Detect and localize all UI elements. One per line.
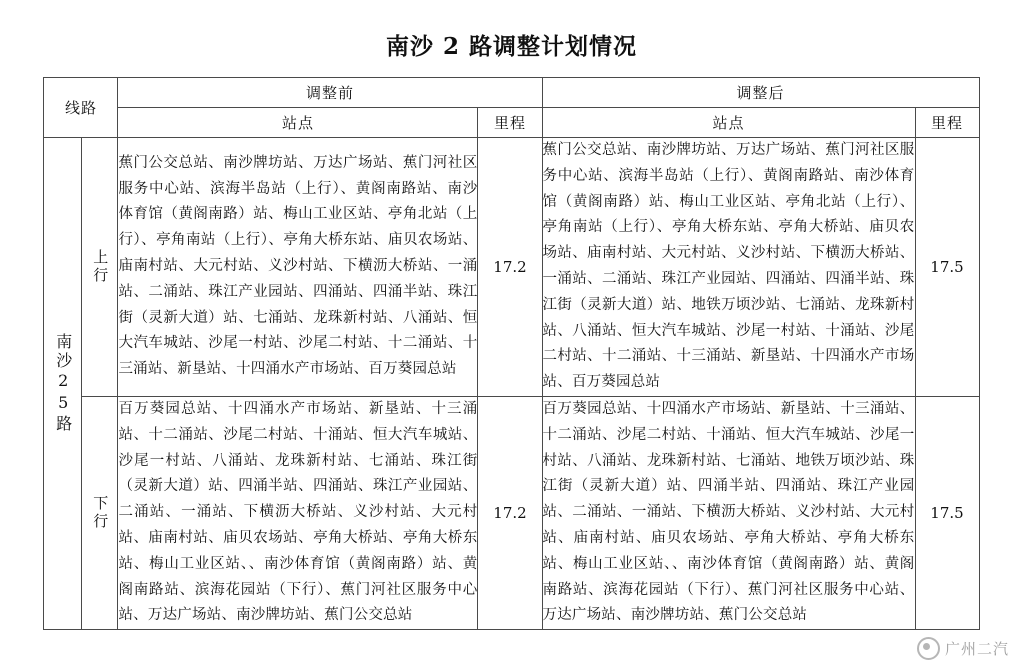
direction-cell-up: [82, 138, 118, 397]
header-before-group: 调整前: [118, 78, 542, 108]
header-after-group: 调整后: [542, 78, 979, 108]
table-header-row-1: [44, 78, 979, 108]
before-mileage-down: 17.2: [478, 396, 542, 629]
before-stops-down: 百万葵园总站、十四涌水产市场站、新垦站、十三涌站、十二涌站、沙尾二村站、十涌站、恒大汽车城站、沙尾一村站、八涌站、龙珠新村站、七涌站、珠江街（灵新大道）站、四涌半站、四涌站、珠江产业园站、二涌站、一涌站、下横沥大桥站、义沙村站、大元村站、庙南村站、庙贝农场站、亭角大桥站、亭角大桥东站、梅山工业区站、、南沙体育馆（黄阁南路）站、黄阁南路站、滨海花园站（下行）、蕉门河社区服务中心站、万达广场站、南沙牌坊站、蕉门公交总站: [118, 396, 478, 629]
route-name-cell: [44, 138, 82, 630]
table-row: [44, 138, 979, 397]
route-name-label: 南沙25路: [53, 333, 73, 435]
before-stops-up: 蕉门公交总站、南沙牌坊站、万达广场站、蕉门河社区服务中心站、滨海半岛站（上行）、黄阁南路站、南沙体育馆（黄阁南路）站、梅山工业区站、亭角北站（上行）、亭角南站（上行）、亭角大桥东站、庙贝农场站、庙南村站、大元村站、义沙村站、下横沥大桥站、一涌站、二涌站、珠江产业园站、四涌站、四涌半站、珠江街（灵新大道）站、七涌站、龙珠新村站、八涌站、恒大汽车城站、沙尾一村站、沙尾二村站、十二涌站、十三涌站、新垦站、十四涌水产市场站、百万葵园总站: [118, 138, 478, 397]
watermark-label: 广州二汽: [944, 640, 1009, 658]
header-after-mileage: 里程: [915, 108, 979, 138]
direction-label: 上行: [91, 248, 110, 285]
header-before-mileage: 里程: [478, 108, 542, 138]
table-header-row-2: [44, 108, 979, 138]
table-row: [44, 396, 979, 629]
header-after-stops: 站点: [542, 108, 915, 138]
after-mileage-down: 17.5: [915, 396, 979, 629]
direction-cell-down: [82, 396, 118, 629]
watermark: [917, 637, 1009, 660]
after-stops-up: 蕉门公交总站、南沙牌坊站、万达广场站、蕉门河社区服务中心站、滨海半岛站（上行）、黄阁南路站、南沙体育馆（黄阁南路）站、梅山工业区站、亭角北站（上行）、亭角南站（上行）、亭角大桥东站、亭角大桥站、庙贝农场站、庙南村站、大元村站、义沙村站、下横沥大桥站、一涌站、二涌站、珠江产业园站、四涌站、四涌半站、珠江街（灵新大道）站、地铁万顷沙站、七涌站、龙珠新村站、八涌站、恒大汽车城站、沙尾一村站、十涌站、沙尾二村站、十二涌站、十三涌站、新垦站、十四涌水产市场站、百万葵园总站: [542, 138, 915, 397]
header-route: 线路: [44, 78, 118, 138]
header-before-stops: 站点: [118, 108, 478, 138]
weibo-eye-icon: [917, 637, 940, 660]
adjustment-table: [43, 77, 979, 630]
before-mileage-up: 17.2: [478, 138, 542, 397]
page-title: 南沙 2 路调整计划情况: [385, 33, 638, 60]
after-mileage-up: 17.5: [915, 138, 979, 397]
document-page: [0, 28, 1023, 666]
direction-label: 下行: [91, 495, 110, 532]
after-stops-down: 百万葵园总站、十四涌水产市场站、新垦站、十三涌站、十二涌站、沙尾二村站、十涌站、恒大汽车城站、沙尾一村站、八涌站、龙珠新村站、七涌站、地铁万顷沙站、珠江街（灵新大道）站、四涌半站、四涌站、珠江产业园站、二涌站、一涌站、下横沥大桥站、义沙村站、大元村站、庙南村站、庙贝农场站、亭角大桥站、亭角大桥东站、梅山工业区站、、南沙体育馆（黄阁南路）站、黄阁南路站、滨海花园站（下行）、蕉门河社区服务中心站、万达广场站、南沙牌坊站、蕉门公交总站: [542, 396, 915, 629]
